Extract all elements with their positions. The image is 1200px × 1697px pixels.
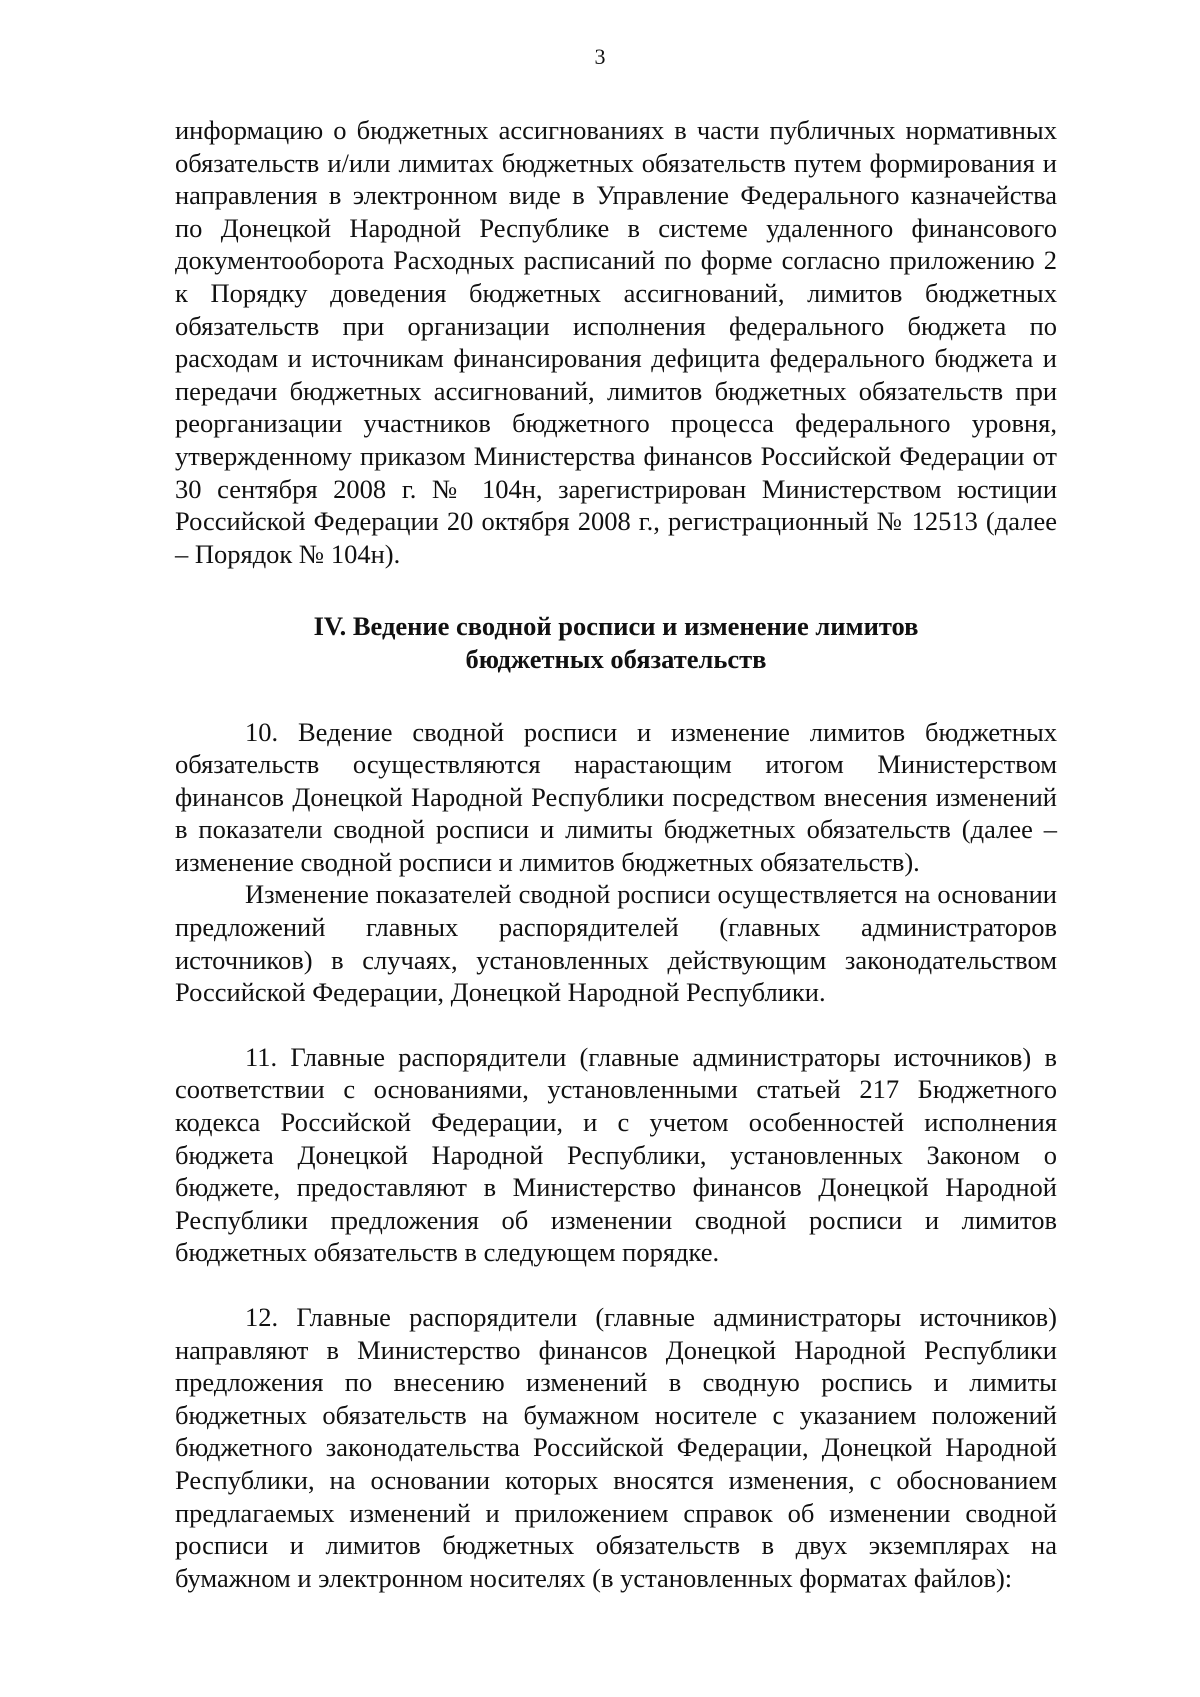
paragraph-item-10-continued: Изменение показателей сводной росписи осуществляется на основании предложений главных распорядителей (главных администраторов источников) в случаях, установленных действующим законодательством Российской Федерации, Донецкой Народной Республики.	[175, 879, 1057, 1008]
section-heading-line-1: IV. Ведение сводной росписи и изменение лимитов	[313, 611, 919, 642]
document-body	[175, 114, 1057, 1594]
page-number: 3	[594, 44, 606, 69]
section-heading	[175, 610, 1057, 675]
section-heading-line-2: бюджетных обязательств	[465, 643, 767, 674]
paragraph-continuation: информацию о бюджетных ассигнованиях в части публичных нормативных обязательств и/или лимитах бюджетных обязательств путем формирования и направления в электронном виде в Управление Федерального казначейства по Донецкой Народной Республике в системе удаленного финансового документооборота Расходных расписаний по форме согласно приложению 2 к Порядку доведения бюджетных ассигнований, лимитов бюджетных обязательств при организации исполнения федерального бюджета по расходам и источникам финансирования дефицита федерального бюджета и передачи бюджетных ассигнований, лимитов бюджетных обязательств при реорганизации участников бюджетного процесса федерального уровня, утвержденному приказом Министерства финансов Российской Федерации от 30 сентября 2008 г. № 104н, зарегистрирован Министерством юстиции Российской Федерации 20 октября 2008 г., регистрационный № 12513 (далее – Порядок № 104н).	[175, 115, 1057, 569]
paragraph-item-12: 12. Главные распорядители (главные администраторы источников) направляют в Министерство финансов Донецкой Народной Республики предложения по внесению изменений в сводную роспись и лимиты бюджетных обязательств на бумажном носителе с указанием положений бюджетного законодательства Российской Федерации, Донецкой Народной Республики, на основании которых вносятся изменения, с обоснованием предлагаемых изменений и приложением справок об изменении сводной росписи и лимитов бюджетных обязательств в двух экземплярах на бумажном и электронном носителях (в установленных форматах файлов):	[175, 1302, 1057, 1593]
paragraph-item-11: 11. Главные распорядители (главные администраторы источников) в соответствии с основаниями, установленными статьей 217 Бюджетного кодекса Российской Федерации, и с учетом особенностей исполнения бюджета Донецкой Народной Республики, установленных Законом о бюджете, предоставляют в Министерство финансов Донецкой Народной Республики предложения об изменении сводной росписи и лимитов бюджетных обязательств в следующем порядке.	[175, 1041, 1057, 1268]
paragraph-item-10: 10. Ведение сводной росписи и изменение лимитов бюджетных обязательств осуществляются нарастающим итогом Министерством финансов Донецкой Народной Республики посредством внесения изменений в показатели сводной росписи и лимиты бюджетных обязательств (далее – изменение сводной росписи и лимитов бюджетных обязательств).	[175, 716, 1057, 877]
